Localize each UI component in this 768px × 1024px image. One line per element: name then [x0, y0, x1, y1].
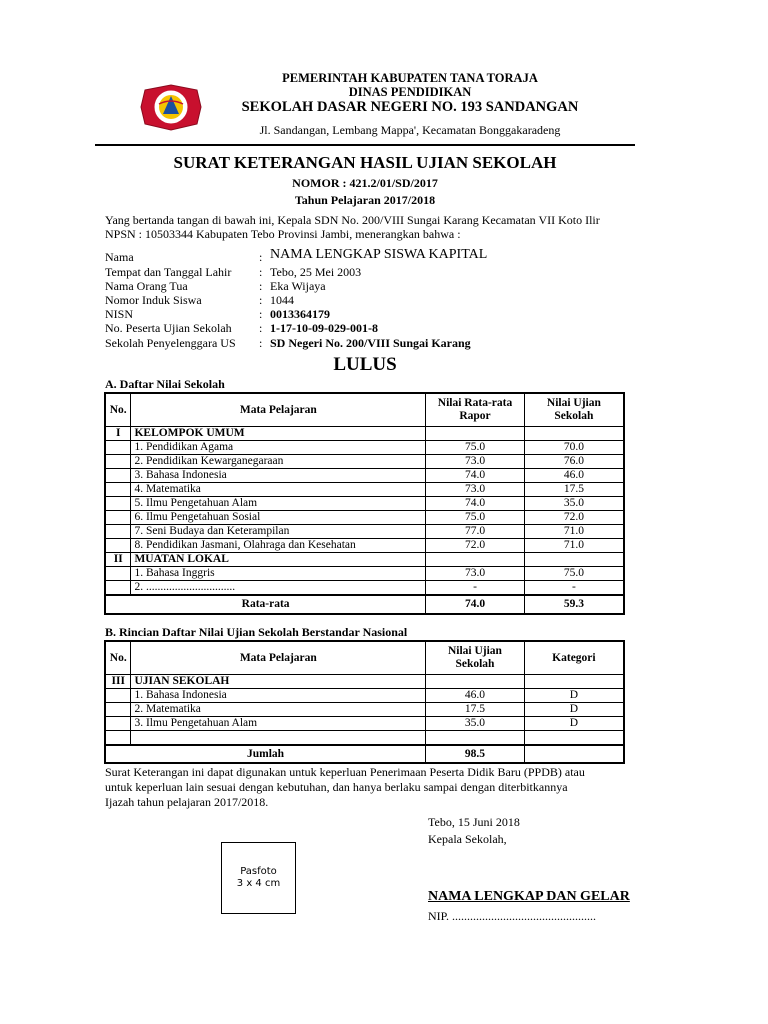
category-cell: D [524, 717, 624, 731]
empty-cell [426, 731, 525, 746]
intro-paragraph [105, 213, 645, 241]
group-number: II [105, 553, 131, 567]
table-header-row [105, 393, 624, 427]
empty-cell [524, 427, 624, 441]
total-row [105, 745, 624, 763]
rapor-cell: 75.0 [426, 441, 525, 455]
student-number: 1044 [270, 293, 294, 307]
column-header-subject: Mata Pelajaran [131, 393, 426, 427]
table-row [105, 717, 624, 731]
government-name: PEMERINTAH KABUPATEN TANA TORAJA [282, 71, 538, 85]
group-row [105, 675, 624, 689]
average-exam: 59.3 [524, 595, 624, 614]
header-line: Sekolah [455, 658, 495, 670]
average-label: Rata-rata [105, 595, 426, 614]
exam-cell: 35.0 [426, 717, 525, 731]
empty-cell [105, 539, 131, 553]
category-cell: D [524, 703, 624, 717]
exam-cell: 17.5 [524, 483, 624, 497]
grades-table [104, 392, 625, 615]
organizer-school: SD Negeri No. 200/VIII Sungai Karang [270, 336, 471, 350]
empty-cell [426, 553, 525, 567]
section-b-title: B. Rincian Daftar Nilai Ujian Sekolah Berstandar Nasional [105, 625, 408, 639]
header-line: Nilai Ujian [447, 645, 502, 657]
photo-label: Pasfoto [240, 866, 277, 877]
rapor-cell: 77.0 [426, 525, 525, 539]
school-name: SEKOLAH DASAR NEGERI NO. 193 SANDANGAN [241, 99, 579, 115]
group-name: KELOMPOK UMUM [131, 427, 426, 441]
identity-colon: : [259, 279, 263, 293]
intro-line-1: Yang bertanda tangan di bawah ini, Kepala SDN No. 200/VIII Sungai Karang Kecamatan VII Koto Ilir [105, 213, 600, 227]
subject-cell: 2. Pendidikan Kewarganegaraan [131, 455, 426, 469]
closing-line: Ijazah tahun pelajaran 2017/2018. [105, 795, 269, 809]
nisn-value: 0013364179 [270, 307, 330, 321]
empty-cell [105, 455, 131, 469]
table-row [105, 497, 624, 511]
exam-cell: 76.0 [524, 455, 624, 469]
exam-number: 1-17-10-09-029-001-8 [270, 321, 378, 335]
empty-cell [524, 553, 624, 567]
identity-colon: : [259, 336, 263, 350]
empty-cell [105, 511, 131, 525]
school-logo [135, 82, 207, 132]
national-exam-table [104, 640, 625, 764]
student-name: NAMA LENGKAP SISWA KAPITAL [270, 247, 488, 262]
subject-cell: 7. Seni Budaya dan Keterampilan [131, 525, 426, 539]
empty-cell [105, 689, 131, 703]
exam-cell: 70.0 [524, 441, 624, 455]
government-heading [220, 71, 600, 99]
empty-cell [426, 427, 525, 441]
section-a-title: A. Daftar Nilai Sekolah [105, 377, 225, 391]
identity-colon: : [259, 321, 263, 335]
table-row [105, 483, 624, 497]
sign-role: Kepala Sekolah, [428, 832, 507, 846]
blank-row [105, 731, 624, 746]
photo-placeholder [221, 842, 296, 914]
table-row [105, 581, 624, 596]
exam-cell: 71.0 [524, 525, 624, 539]
column-header-no: No. [105, 641, 131, 675]
column-header-no: No. [105, 393, 131, 427]
column-header-subject: Mata Pelajaran [131, 641, 426, 675]
identity-colon: : [259, 293, 263, 307]
identity-key: Nama [105, 250, 134, 264]
exam-cell: 17.5 [426, 703, 525, 717]
principal-name: NAMA LENGKAP DAN GELAR [428, 889, 630, 904]
empty-cell [524, 731, 624, 746]
rapor-cell: 75.0 [426, 511, 525, 525]
group-row [105, 427, 624, 441]
principal-nip: NIP. ................................................ [428, 909, 597, 923]
column-header-exam [524, 393, 624, 427]
subject-cell: 4. Matematika [131, 483, 426, 497]
group-number: I [105, 427, 131, 441]
document-title: SURAT KETERANGAN HASIL UJIAN SEKOLAH [173, 153, 557, 172]
subject-cell: 1. Bahasa Inggris [131, 567, 426, 581]
sign-place-date: Tebo, 15 Juni 2018 [428, 815, 520, 829]
category-cell: D [524, 689, 624, 703]
subject-cell: 1. Bahasa Indonesia [131, 689, 426, 703]
group-number: III [105, 675, 131, 689]
intro-line-2: NPSN : 10503344 Kabupaten Tebo Provinsi Jambi, menerangkan bahwa : [105, 227, 461, 241]
table-row [105, 525, 624, 539]
empty-cell [105, 497, 131, 511]
table-row [105, 689, 624, 703]
empty-cell [105, 469, 131, 483]
department-name: DINAS PENDIDIKAN [348, 85, 472, 99]
rapor-cell: 72.0 [426, 539, 525, 553]
subject-cell: 1. Pendidikan Agama [131, 441, 426, 455]
rapor-cell: 73.0 [426, 567, 525, 581]
header-line: Nilai Rata-rata [437, 397, 513, 409]
header-line: Sekolah [554, 410, 594, 422]
birth-place-date: Tebo, 25 Mei 2003 [270, 265, 362, 279]
closing-line: untuk keperluan lain sesuai dengan kebutuhan, dan hanya berlaku sampai dengan diterbitkannya [105, 780, 568, 794]
subject-cell: 2. Matematika [131, 703, 426, 717]
empty-cell [131, 731, 426, 746]
column-header-exam [426, 641, 525, 675]
group-row [105, 553, 624, 567]
closing-line: Surat Keterangan ini dapat digunakan untuk keperluan Penerimaan Peserta Didik Baru (PPDB) atau [105, 765, 585, 779]
school-year: Tahun Pelajaran 2017/2018 [294, 193, 436, 207]
empty-cell [105, 703, 131, 717]
subject-cell: 3. Bahasa Indonesia [131, 469, 426, 483]
rapor-cell: 73.0 [426, 455, 525, 469]
average-rapor: 74.0 [426, 595, 525, 614]
header-line: Nilai Ujian [546, 397, 601, 409]
empty-cell [105, 717, 131, 731]
table-row [105, 441, 624, 455]
column-header-rapor [426, 393, 525, 427]
identity-colon: : [259, 250, 263, 264]
identity-key: Tempat dan Tanggal Lahir [105, 265, 232, 279]
average-row [105, 595, 624, 614]
rapor-cell: 73.0 [426, 483, 525, 497]
subject-cell: 5. Ilmu Pengetahuan Alam [131, 497, 426, 511]
identity-key: Nama Orang Tua [105, 279, 188, 293]
identity-key: Sekolah Penyelenggara US [105, 336, 236, 350]
photo-size: 3 x 4 cm [236, 878, 281, 889]
rapor-cell: - [426, 581, 525, 596]
table-row [105, 511, 624, 525]
total-label: Jumlah [105, 745, 426, 763]
header-divider [95, 144, 635, 146]
empty-cell [105, 567, 131, 581]
closing-paragraph [105, 765, 645, 810]
exam-cell: 72.0 [524, 511, 624, 525]
document-number: NOMOR : 421.2/01/SD/2017 [292, 176, 438, 190]
subject-cell: 3. Ilmu Pengetahuan Alam [131, 717, 426, 731]
exam-cell: 46.0 [426, 689, 525, 703]
table-row [105, 567, 624, 581]
identity-key: Nomor Induk Siswa [105, 293, 202, 307]
group-name: UJIAN SEKOLAH [131, 675, 426, 689]
parent-name: Eka Wijaya [270, 279, 326, 293]
identity-colon: : [259, 307, 263, 321]
rapor-cell: 74.0 [426, 469, 525, 483]
empty-cell [524, 745, 624, 763]
table-row [105, 703, 624, 717]
group-name: MUATAN LOKAL [131, 553, 426, 567]
school-address: Jl. Sandangan, Lembang Mappa', Kecamatan Bonggakaradeng [259, 123, 561, 137]
rapor-cell: 74.0 [426, 497, 525, 511]
subject-cell: 8. Pendidikan Jasmani, Olahraga dan Kesehatan [131, 539, 426, 553]
table-header-row [105, 641, 624, 675]
exam-cell: 71.0 [524, 539, 624, 553]
table-row [105, 539, 624, 553]
header-line: Rapor [459, 410, 491, 422]
exam-cell: - [524, 581, 624, 596]
table-row [105, 469, 624, 483]
empty-cell [105, 483, 131, 497]
result-status: LULUS [333, 354, 397, 375]
exam-cell: 35.0 [524, 497, 624, 511]
table-row [105, 455, 624, 469]
identity-key: No. Peserta Ujian Sekolah [105, 321, 232, 335]
identity-colon: : [259, 265, 263, 279]
empty-cell [105, 441, 131, 455]
column-header-category: Kategori [524, 641, 624, 675]
empty-cell [524, 675, 624, 689]
empty-cell [426, 675, 525, 689]
exam-cell: 46.0 [524, 469, 624, 483]
identity-key: NISN [105, 307, 134, 321]
total-value: 98.5 [426, 745, 525, 763]
empty-cell [105, 525, 131, 539]
empty-cell [105, 581, 131, 596]
empty-cell [105, 731, 131, 746]
subject-cell: 6. Ilmu Pengetahuan Sosial [131, 511, 426, 525]
exam-cell: 75.0 [524, 567, 624, 581]
subject-cell: 2. ............................... [131, 581, 426, 596]
